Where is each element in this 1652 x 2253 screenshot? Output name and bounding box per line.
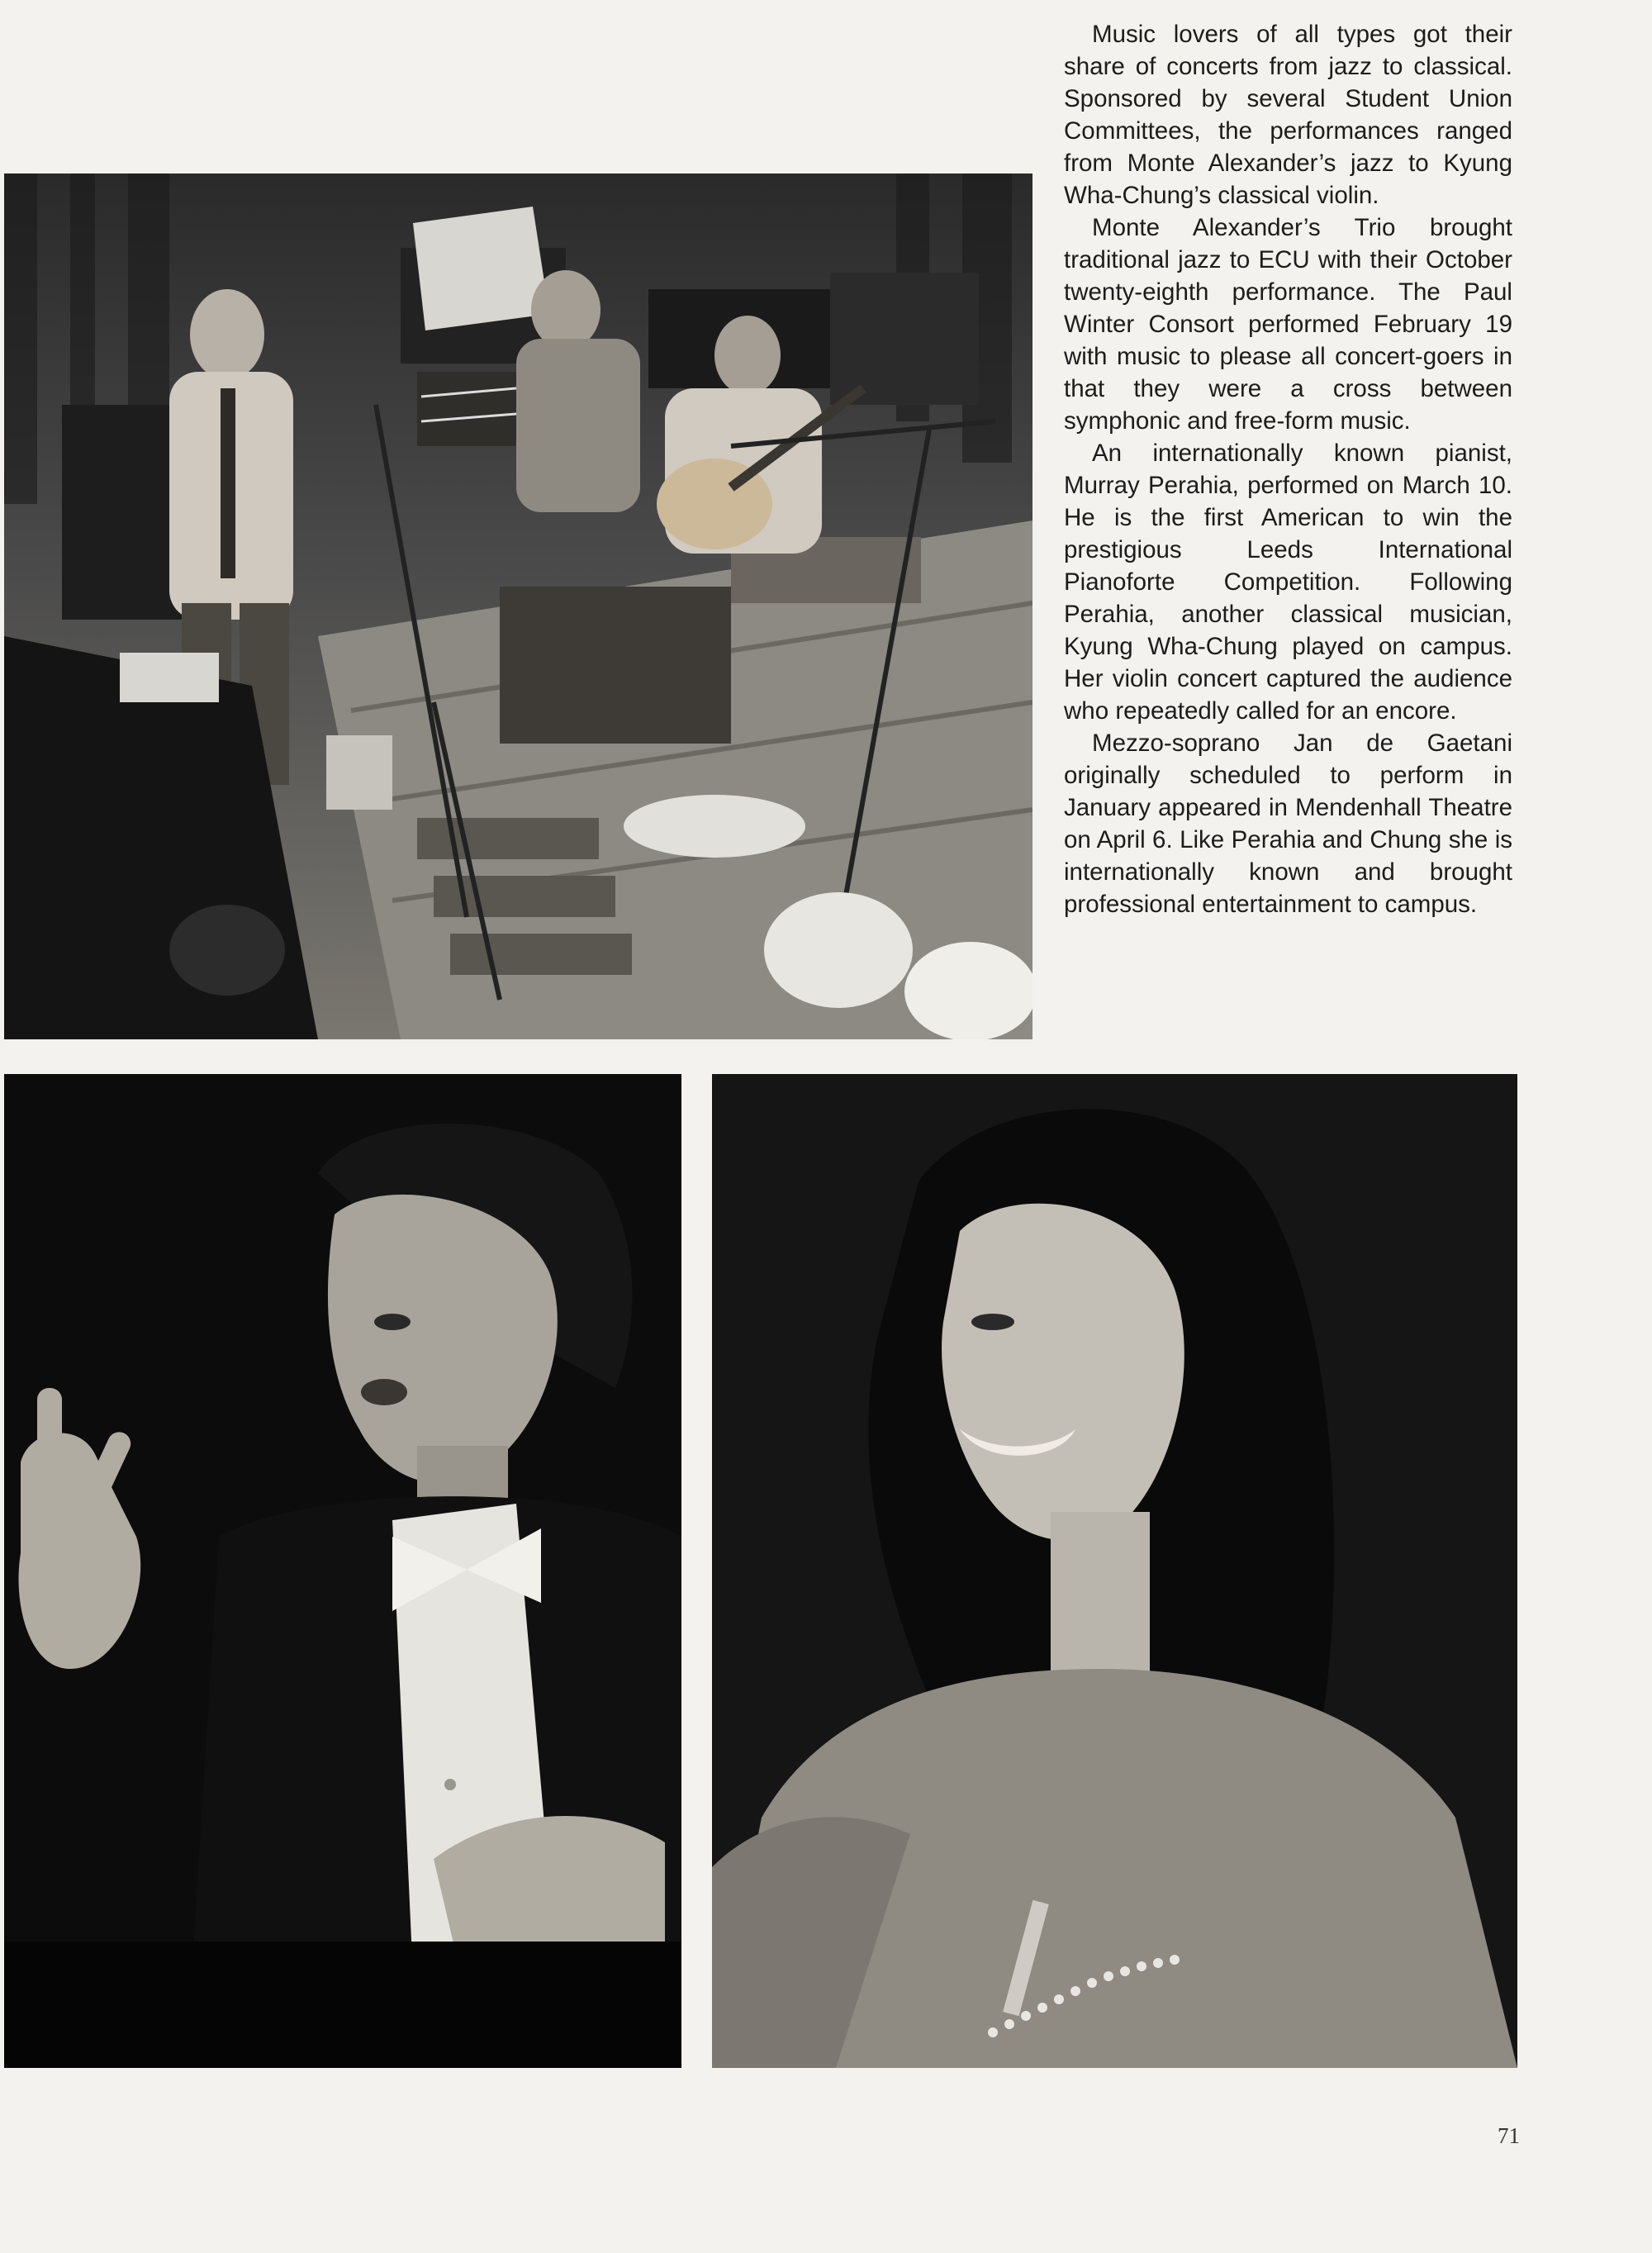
article-text bbox=[1064, 18, 1512, 920]
paragraph-intro: Music lovers of all types got their share of concerts from jazz to classical. Sponsored by several Student Union Committees, the performances ranged from Monte Alexander’s jazz to Kyung Wha-Chung’s classical violin. bbox=[1064, 21, 1512, 209]
violinist-portrait-photo bbox=[712, 1074, 1517, 2068]
page-number: 71 bbox=[1498, 2123, 1520, 2148]
paragraph-jazz: Monte Alexander’s Trio brought traditional jazz to ECU with their October twenty-eighth performance. The Paul Winter Consort performed February 19 with music to please all concert-goers in that they were a cross between symphonic and free-form music. bbox=[1064, 214, 1512, 435]
paragraph-mezzo-soprano: Mezzo-soprano Jan de Gaetani originally scheduled to perform in January appeared in Mendenhall Theatre on April 6. Like Perahia and Chung she is internationally known and brought professional entertainment to campus. bbox=[1064, 730, 1512, 918]
pianist-portrait-photo bbox=[4, 1074, 681, 2068]
band-stage-photo bbox=[4, 173, 1032, 1039]
paragraph-classical: An internationally known pianist, Murray Perahia, performed on March 10. He is the first American to win the prestigious Leeds International Pianoforte Competition. Following Perahia, another classical musician, Kyung Wha-Chung played on campus. Her violin concert captured the audience who repeatedly called for an encore. bbox=[1064, 440, 1512, 725]
